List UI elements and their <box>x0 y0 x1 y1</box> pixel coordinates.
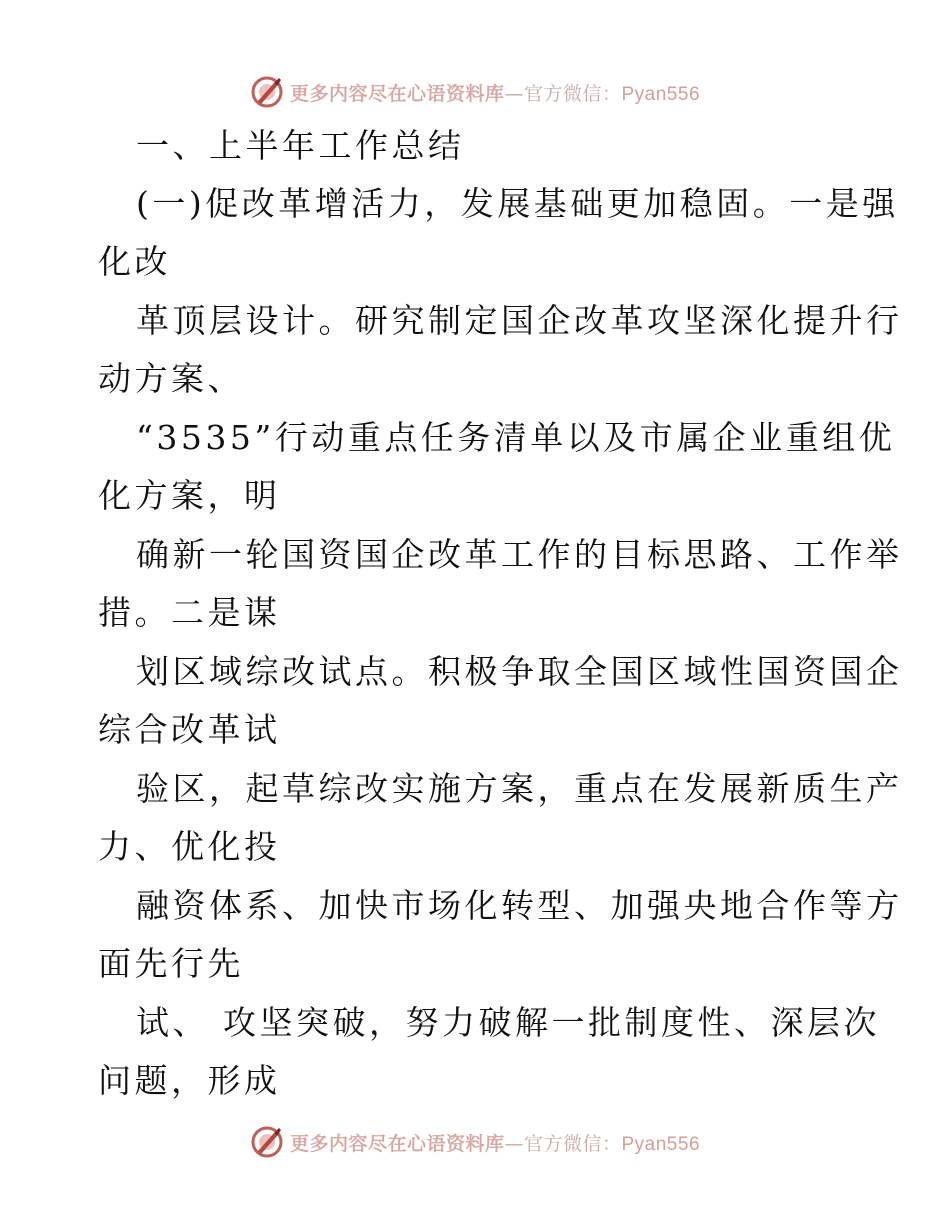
paragraph-line: 化改 <box>98 242 171 281</box>
paragraph-line: 面先行先 <box>98 944 244 983</box>
watermark-wechat-label: 官方微信： <box>523 82 622 105</box>
paragraph-line: 力、优化投 <box>98 827 281 866</box>
pen-logo-icon <box>250 1125 284 1159</box>
paragraph-line: 验区，起草综改实施方案，重点在发展新质生产 <box>136 769 903 808</box>
paragraph-line: 融资体系、加快市场化转型、加强央地合作等方 <box>136 886 903 925</box>
paragraph-line: 问题，形成 <box>98 1061 281 1100</box>
paragraph-line: 试、 攻坚突破，努力破解一批制度性、深层次 <box>136 1003 880 1042</box>
header-watermark <box>0 72 950 112</box>
watermark-site: 更多内容尽在心语资料库 <box>289 82 505 105</box>
watermark-site: 更多内容尽在心语资料库 <box>289 1132 505 1155</box>
watermark-separator: — <box>504 82 524 105</box>
pen-logo-icon <box>250 75 284 109</box>
section-heading: 一、上半年工作总结 <box>136 126 465 165</box>
watermark-text <box>290 79 700 106</box>
paragraph-line: 化方案，明 <box>98 476 281 515</box>
watermark-wechat-id: Pyan556 <box>621 1133 701 1155</box>
paragraph-line: 划区域综改试点。积极争取全国区域性国资国企 <box>136 652 903 691</box>
watermark-wechat-id: Pyan556 <box>621 83 701 105</box>
paragraph-line: (一)促改革增活力，发展基础更加稳固。一是强 <box>136 184 899 223</box>
paragraph-line: 确新一轮国资国企改革工作的目标思路、工作举 <box>136 535 903 574</box>
watermark-text <box>290 1129 700 1156</box>
paragraph-line: 动方案、 <box>98 359 244 398</box>
paragraph-line: 革顶层设计。研究制定国企改革攻坚深化提升行 <box>136 301 903 340</box>
footer-watermark <box>0 1122 950 1162</box>
watermark-separator: — <box>504 1132 524 1155</box>
paragraph-line: “3535”行动重点任务清单以及市属企业重组优 <box>136 418 896 457</box>
paragraph-line: 综合改革试 <box>98 710 281 749</box>
paragraph-line: 措。二是谋 <box>98 593 281 632</box>
watermark-wechat-label: 官方微信： <box>523 1132 622 1155</box>
